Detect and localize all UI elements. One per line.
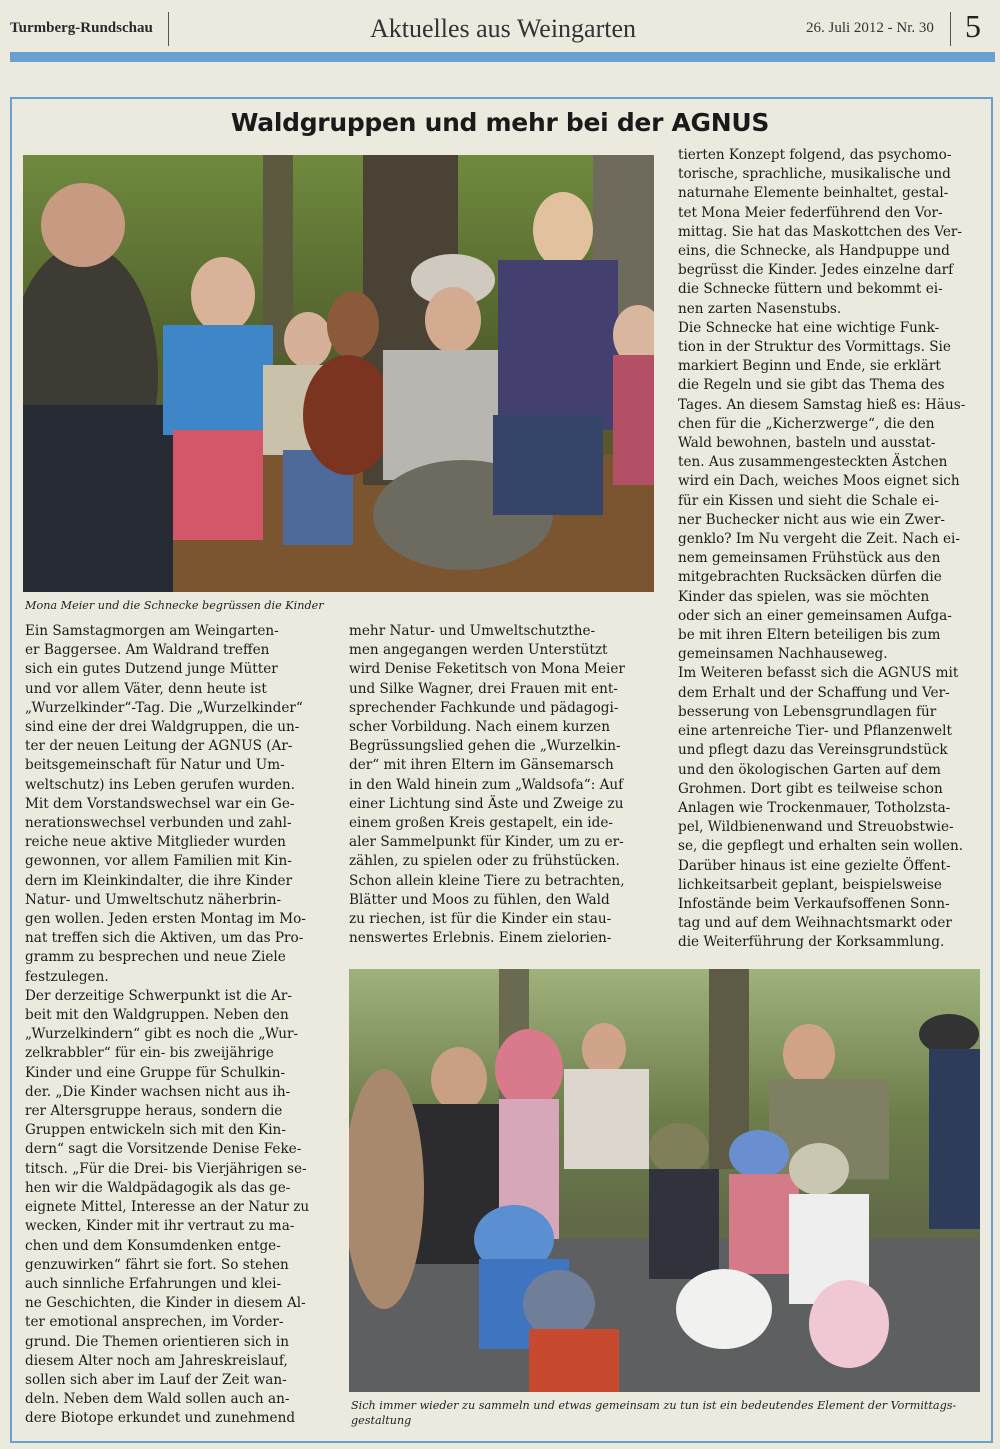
- page-number: 5: [965, 8, 981, 44]
- photo-snail-greeting: [23, 155, 654, 592]
- masthead-divider: [950, 12, 951, 46]
- article-column-1: Ein Samstagmorgen am Weingarten- er Baggersee. Am Waldrand treffen sich ein gutes Dutzend junge Mütter und vor allem Väter, denn heute ist „Wurzelkinder“-Tag. Die „Wurzelkinder“ sind eine der drei Waldgruppen, die un- ter der neuen Leitung der AGNUS (Ar- beitsgemeinschaft für Natur und Um- weltschutz) ins Leben gerufen wurden. Mit dem Vorstandswechsel war ein Ge- nerationswechsel verbunden und zahl- reiche neue aktive Mitglieder wurden gewonnen, vor allem Familien mit Kin- dern im Kleinkindalter, die ihre Kinder Natur- und Umweltschutz näherbrin- gen wollen. Jeden ersten Montag im Mo- nat treffen sich die Aktiven, um das Pro- gramm zu besprechen und neue Ziele festzulegen. Der derzeitige Schwerpunkt ist die Ar- beit mit den Waldgruppen. Neben den „Wurzelkindern“ gibt es noch die „Wur- zelkrabbler“ für ein- bis zweijährige Kinder und eine Gruppe für Schulkin- der. „Die Kinder wachsen nicht aus ih- rer Altersgruppe heraus, sondern die Gruppen entwickeln sich mit den Kin- dern“ sagt die Vorsitzende Denise Feke- titsch. „Für die Drei- bis Vierjährigen se- hen wir die Waldpädagogik als das ge- eignete Mittel, Interesse an der Natur zu wecken, Kinder mit ihr vertraut zu ma- chen und dem Konsumdenken entge- genzuwirken“ fährt sie fort. So stehen auch sinnliche Erfahrungen und klei- ne Geschichten, die Kinder in diesem Al- ter emotional ansprechen, im Vorder- grund. Die Themen orientieren sich in diesem Alter noch am Jahreskreislauf, sollen sich aber im Lauf der Zeit wan- deln. Neben dem Wald sollen auch an- dere Biotope erkundet und zunehmend: [25, 623, 310, 1427]
- photo2-caption: Sich immer wieder zu sammeln und etwas gemeinsam zu tun ist ein bedeutendes Element der Vormittags- gestaltung: [351, 1399, 957, 1427]
- article-headline: Waldgruppen und mehr bei der AGNUS: [230, 108, 770, 137]
- masthead-divider: [168, 12, 169, 46]
- issue-date: 26. Juli 2012 - Nr. 30: [806, 20, 934, 36]
- article-column-3: tierten Konzept folgend, das psychomo- torische, sprachliche, musikalische und naturnahe Elemente beinhaltet, gestal- tet Mona Meier federführend den Vor- mittag. Sie hat das Maskottchen des Ver- eins, die Schnecke, als Handpuppe und begrüsst die Kinder. Jedes einzelne darf die Schnecke füttern und bekommt ei- nen zarten Nasenstubs. Die Schnecke hat eine wichtige Funk- tion in der Struktur des Vormittags. Sie markiert Beginn und Ende, sie erklärt die Regeln und sie gibt das Thema des Tages. An diesem Samstag hieß es: Häus- chen für die „Kicherzwerge“, die den Wald bewohnen, basteln und ausstat- ten. Aus zusammengesteckten Ästchen wird ein Dach, weiches Moos eignet sich für ein Kissen und sieht die Schale ei- ner Buchecker nicht aus wie ein Zwer- genklo? Im Nu vergeht die Zeit. Nach ei- nem gemeinsamen Frühstück aus den mitgebrachten Rucksäcken dürfen die Kinder das spielen, was sie möchten oder sich an einer gemeinsamen Aufga- be mit ihren Eltern beteiligen bis zum gemeinsamen Nachhauseweg. Im Weiteren befasst sich die AGNUS mit dem Erhalt und der Schaffung und Ver- besserung von Lebensgrundlagen für eine artenreiche Tier- und Pflanzenwelt und pflegt dazu das Vereinsgrundstück und den ökologischen Garten auf dem Grohmen. Dort gibt es teilweise schon Anlagen wie Trockenmauer, Totholzsta- pel, Wildbienenwand und Streuobstwie- se, die gepflegt und erhalten sein wollen. Darüber hinaus ist eine gezielte Öffent- lichkeitsarbeit geplant, beispielsweise Infostände beim Verkaufsoffenen Sonn- tag und auf dem Weihnachtsmarkt oder die Weiterführung der Korksammlung.: [678, 147, 966, 951]
- photo-group-gathering: [349, 969, 980, 1392]
- photo1-caption: Mona Meier und die Schnecke begrüssen die Kinder: [25, 599, 324, 612]
- header-rule: [10, 52, 995, 62]
- newspaper-name: Turmberg-Rundschau: [10, 20, 153, 36]
- article-column-2: mehr Natur- und Umweltschutzthe- men angegangen werden Unterstützt wird Denise Feketitsch von Mona Meier und Silke Wagner, drei Frauen mit ent- sprechender Fachkunde und pädagogi- scher Vorbildung. Nach einem kurzen Begrüssungslied gehen die „Wurzelkin- der“ mit ihren Eltern im Gänsemarsch in den Wald hinein zum „Waldsofa“: Auf einer Lichtung sind Äste und Zweige zu einem großen Kreis gestapelt, ein ide- aler Sammelpunkt für Kinder, um zu er- zählen, zu spielen oder zu frühstücken. Schon allein kleine Tiere zu betrachten, Blätter und Moos zu fühlen, den Wald zu riechen, ist für die Kinder ein stau- nenswertes Erlebnis. Einem zielorien-: [349, 623, 625, 947]
- section-title: Aktuelles aus Weingarten: [370, 14, 637, 43]
